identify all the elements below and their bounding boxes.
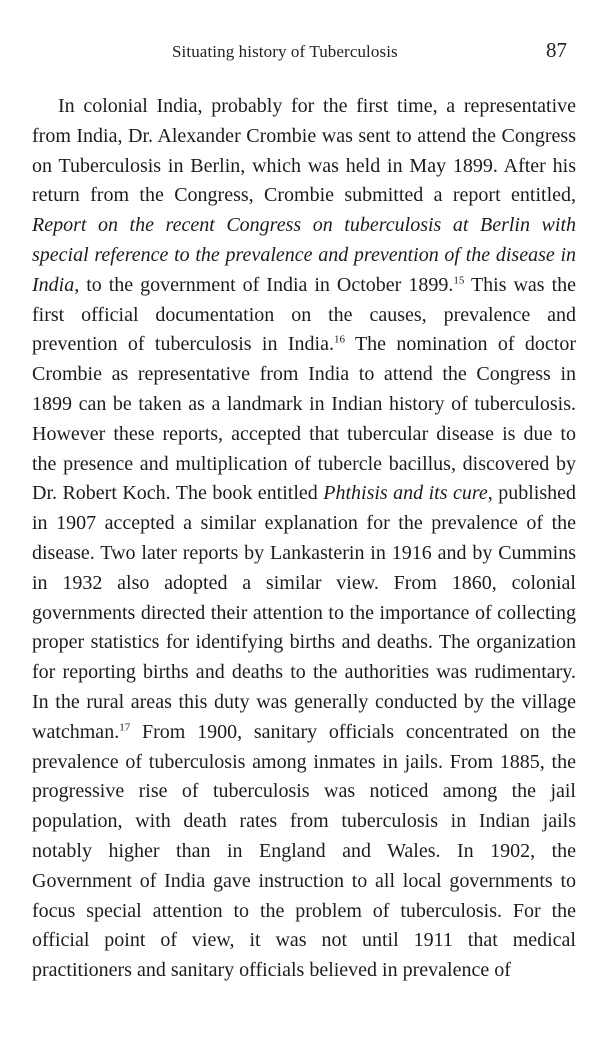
body-paragraph bbox=[32, 92, 576, 986]
text-segment-1: In colonial India, probably for the first time, a representative from India, Dr. Alexander Crombie was sent to attend the Congress on Tuberculosis in Berlin, which was held in May 1899. After his return from the Congress, Crombie submitted a report entitled, bbox=[32, 95, 576, 207]
text-segment-6: From 1900, sanitary officials concentrated on the prevalence of tuberculosis among inmates in jails. From 1885, the progressive rise of tuberculosis was noticed among the jail population, with death rates from tuberculosis in Indian jails notably higher than in England and Wales. In 1902, the Government of India gave instruction to all local governments to focus special attention to the problem of tuberculosis. For the official point of view, it was not until 1911 that medical practitioners and sanitary officials believed in prevalence of bbox=[32, 720, 576, 982]
book-title-italic: Phthisis and its cure bbox=[323, 482, 488, 505]
running-header bbox=[0, 38, 600, 68]
footnote-ref-17: 17 bbox=[119, 721, 131, 734]
footnote-ref-15: 15 bbox=[453, 274, 465, 287]
report-title-italic: Report on the recent Congress on tuberculosis at Berlin with special reference to the prevalence and prevention of the disease in India bbox=[32, 214, 576, 296]
running-title: Situating history of Tuberculosis bbox=[172, 42, 398, 61]
page-number: 87 bbox=[546, 38, 567, 62]
text-segment-4: The nomination of doctor Crombie as representative from India to attend the Congress in 1899 can be taken as a landmark in Indian history of tuberculosis. However these reports, accepted that tubercular disease is due to the presence and multiplication of tubercle bacillus, discovered by Dr. Robert Koch. The book entitled bbox=[32, 333, 576, 505]
text-segment-3: This was the first official documentation on the causes, prevalence and prevention of tuberculosis in India. bbox=[32, 273, 577, 356]
footnote-ref-16: 16 bbox=[333, 333, 345, 346]
text-segment-2: , to the government of India in October 1899. bbox=[74, 273, 454, 296]
text-segment-5: , published in 1907 accepted a similar explanation for the prevalence of the disease. Two later reports by Lankasterin in 1916 and by Cummins in 1932 also adopted a similar view. From 1860, colonial governments directed their attention to the importance of collecting proper statistics for identifying births and deaths. The organization for reporting births and deaths to the authorities was rudimentary. In the rural areas this duty was generally conducted by the village watchman. bbox=[32, 482, 576, 743]
